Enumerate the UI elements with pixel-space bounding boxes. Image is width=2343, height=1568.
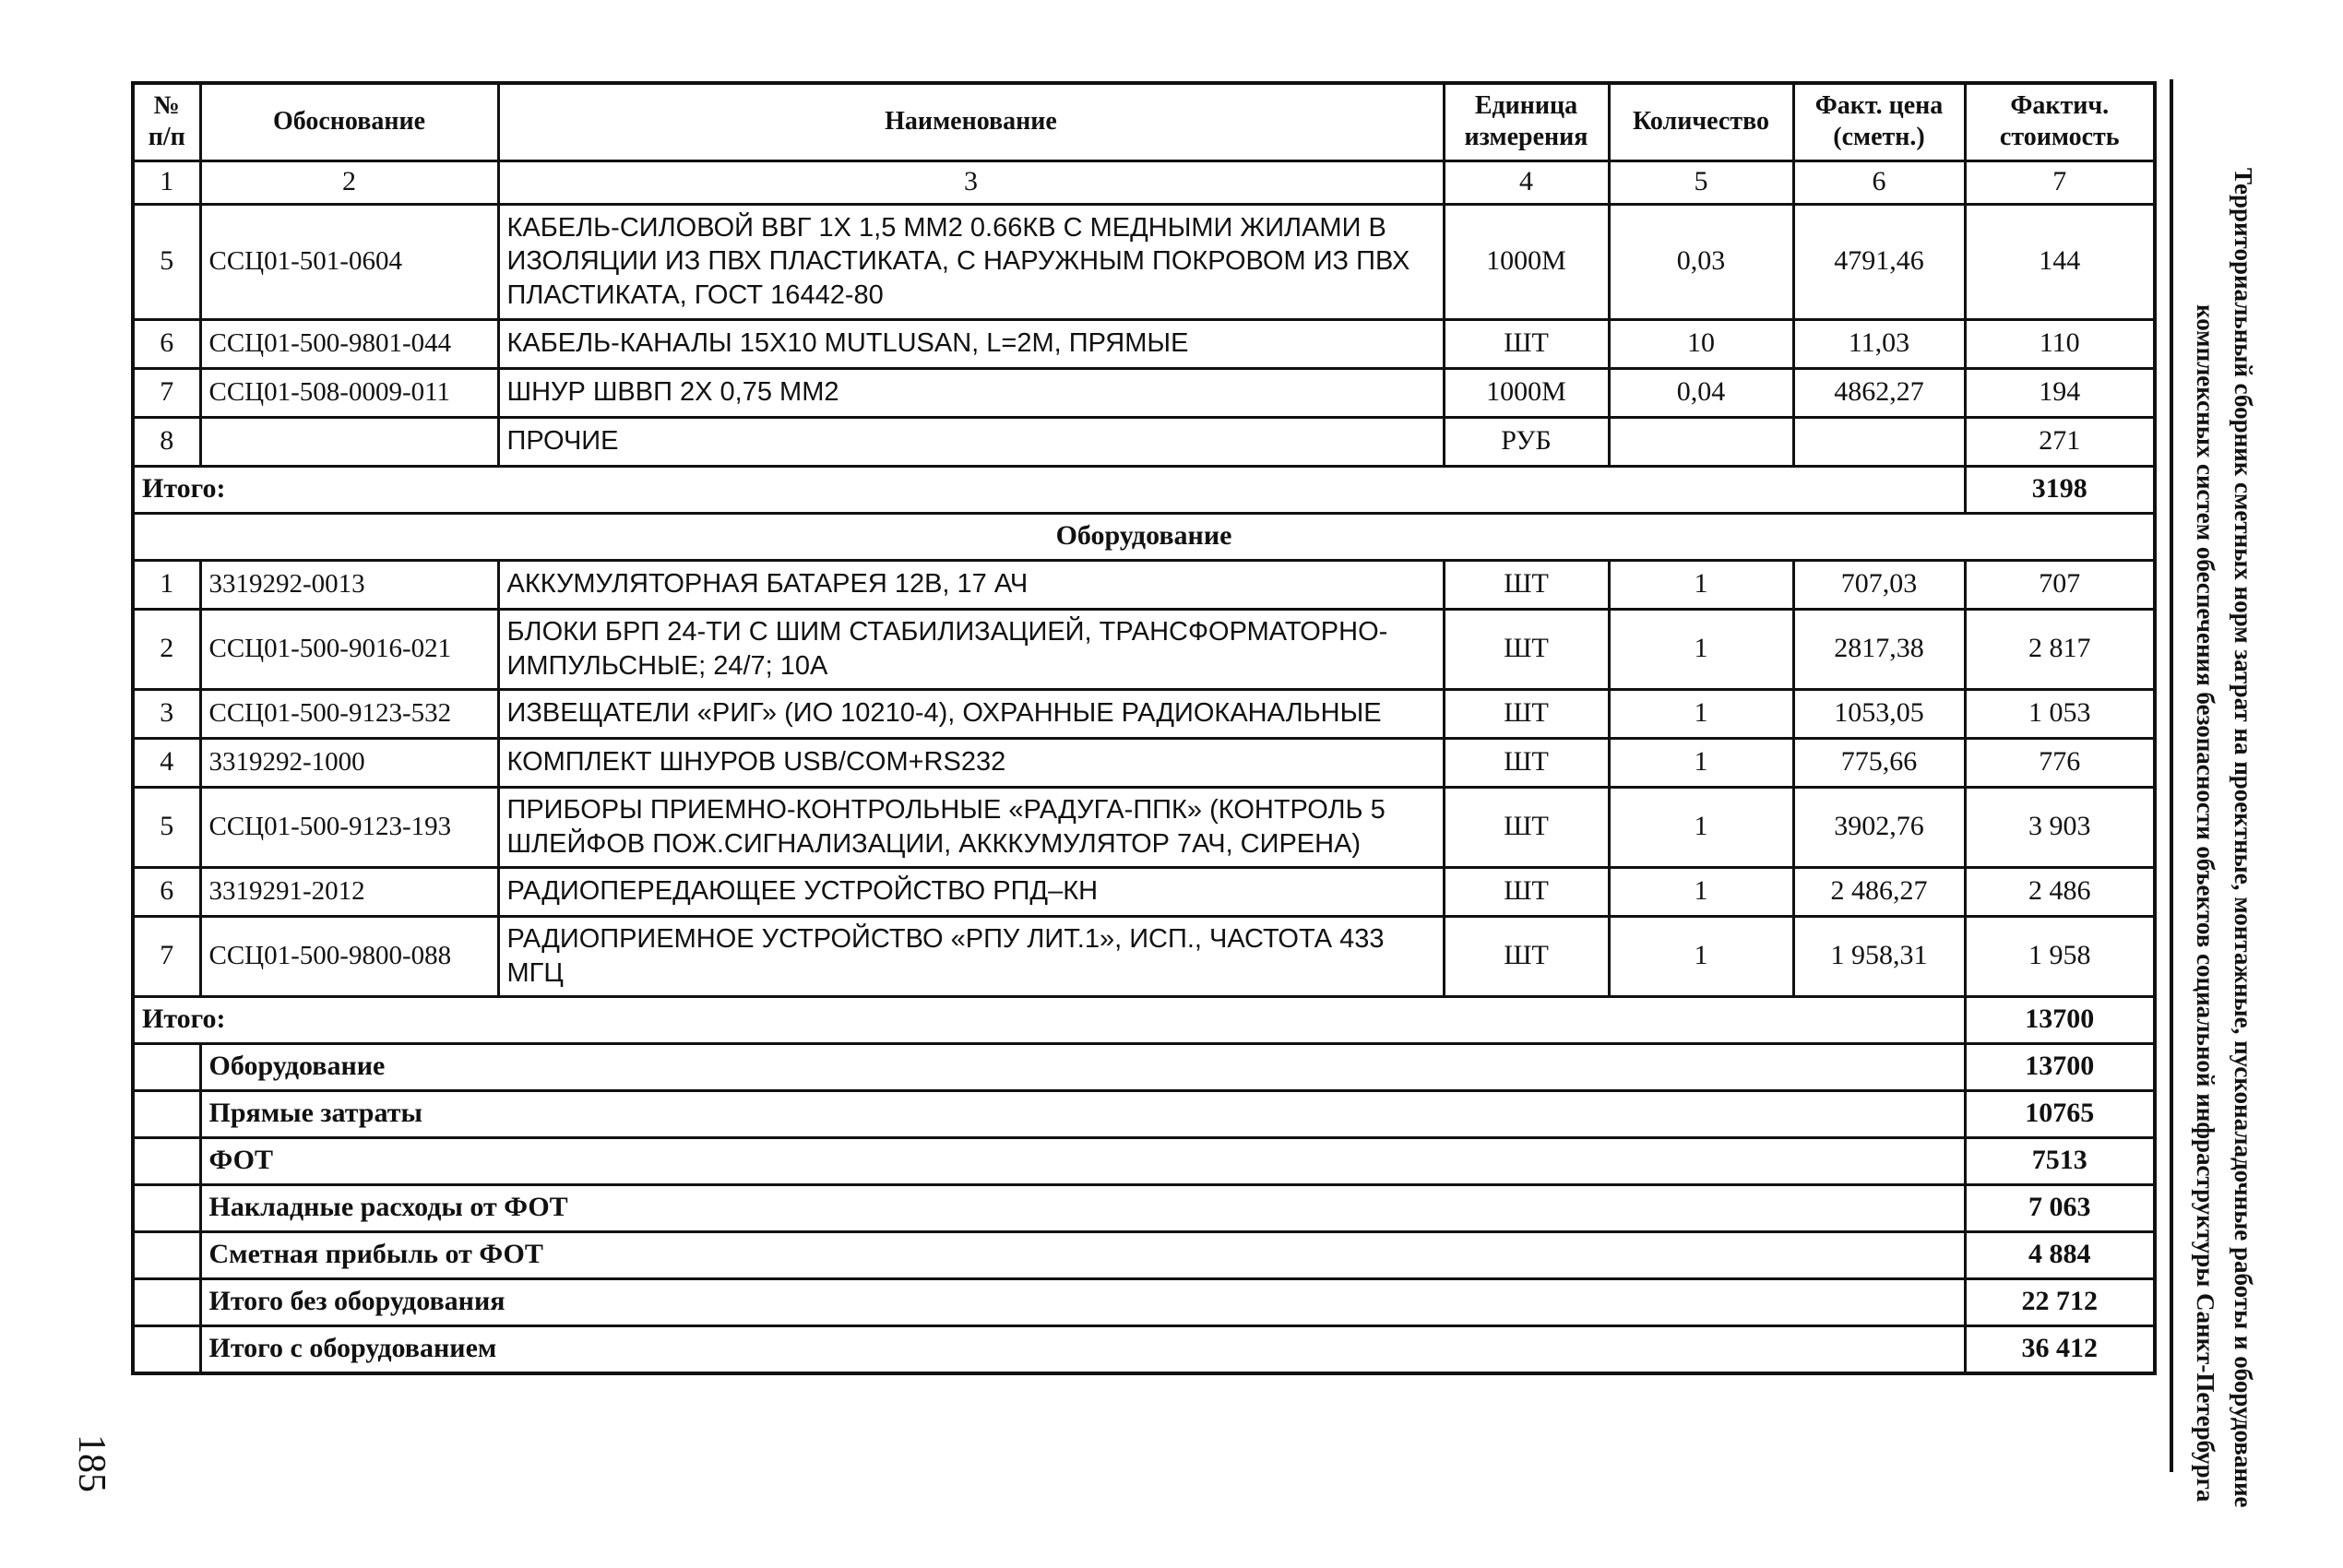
- row-quantity: 0,04: [1609, 368, 1793, 417]
- row-cost: 110: [1965, 319, 2155, 368]
- row-quantity: 10: [1609, 319, 1793, 368]
- row-price: 11,03: [1793, 319, 1965, 368]
- row-cost: 2 817: [1965, 609, 2155, 689]
- summary-blank: [133, 1278, 200, 1325]
- col-header-name: Наименование: [498, 83, 1444, 160]
- row-number: 1: [133, 560, 200, 609]
- row-cost: 2 486: [1965, 867, 2155, 916]
- row-code: ССЦ01-508-0009-011: [200, 368, 498, 417]
- row-cost: 1 053: [1965, 689, 2155, 738]
- summary-blank: [133, 1043, 200, 1090]
- summary-blank: [133, 1231, 200, 1278]
- col-number: 1: [133, 160, 200, 204]
- row-unit: ШТ: [1444, 609, 1609, 689]
- row-number: 7: [133, 368, 200, 417]
- row-quantity: 1: [1609, 560, 1793, 609]
- row-number: 7: [133, 916, 200, 996]
- row-name: ШНУР ШВВП 2Х 0,75 ММ2: [498, 368, 1444, 417]
- equipment-total-row: [133, 996, 2155, 1043]
- row-code: 3319291-2012: [200, 867, 498, 916]
- page-number: 185: [70, 1434, 113, 1492]
- table-row: [133, 560, 2155, 609]
- col-number: 4: [1444, 160, 1609, 204]
- row-number: 6: [133, 867, 200, 916]
- row-number: 5: [133, 787, 200, 867]
- side-title-line-1: Территориальный сборник сметных норм затрат на проектные, монтажные, пусконаладочные работы и оборудование: [2230, 168, 2257, 1508]
- row-unit: ШТ: [1444, 738, 1609, 787]
- row-number: 6: [133, 319, 200, 368]
- summary-blank: [133, 1137, 200, 1184]
- row-unit: 1000М: [1444, 204, 1609, 319]
- summary-blank: [133, 1325, 200, 1373]
- row-code: 3319292-1000: [200, 738, 498, 787]
- summary-value: 13700: [1965, 1043, 2155, 1090]
- row-quantity: 1: [1609, 787, 1793, 867]
- row-price: [1793, 417, 1965, 466]
- section-header-row: [133, 513, 2155, 560]
- summary-label: Прямые затраты: [200, 1090, 1965, 1137]
- row-unit: 1000М: [1444, 368, 1609, 417]
- col-header-quantity: Количество: [1609, 83, 1793, 160]
- row-code: ССЦ01-500-9800-088: [200, 916, 498, 996]
- row-number: 3: [133, 689, 200, 738]
- summary-value: 22 712: [1965, 1278, 2155, 1325]
- summary-blank: [133, 1184, 200, 1231]
- row-price: 1053,05: [1793, 689, 1965, 738]
- summary-value: 4 884: [1965, 1231, 2155, 1278]
- side-title-line-2: комплексных систем обеспечения безопасности объектов социальной инфраструктуры Санкт-Петербурга: [2192, 304, 2219, 1503]
- col-number: 5: [1609, 160, 1793, 204]
- row-price: 2 486,27: [1793, 867, 1965, 916]
- row-unit: ШТ: [1444, 916, 1609, 996]
- table-row: [133, 319, 2155, 368]
- row-quantity: 1: [1609, 867, 1793, 916]
- summary-label: Накладные расходы от ФОТ: [200, 1184, 1965, 1231]
- summary-row: [133, 1278, 2155, 1325]
- summary-value: 7513: [1965, 1137, 2155, 1184]
- row-quantity: 1: [1609, 609, 1793, 689]
- row-price: 3902,76: [1793, 787, 1965, 867]
- row-name: КАБЕЛЬ-КАНАЛЫ 15Х10 MUTLUSAN, L=2М, ПРЯМЫЕ: [498, 319, 1444, 368]
- row-name: АККУМУЛЯТОРНАЯ БАТАРЕЯ 12В, 17 АЧ: [498, 560, 1444, 609]
- row-quantity: 1: [1609, 689, 1793, 738]
- header-row: [133, 83, 2155, 160]
- row-number: 4: [133, 738, 200, 787]
- total-value: 3198: [1965, 466, 2155, 513]
- row-name: БЛОКИ БРП 24-ТИ С ШИМ СТАБИЛИЗАЦИЕЙ, ТРАНСФОРМАТОРНО-ИМПУЛЬСНЫЕ; 24/7; 10А: [498, 609, 1444, 689]
- summary-row: [133, 1090, 2155, 1137]
- row-cost: 271: [1965, 417, 2155, 466]
- side-divider-line: [2170, 79, 2173, 1472]
- col-number: 3: [498, 160, 1444, 204]
- col-header-cost: Фактич. стоимость: [1965, 83, 2155, 160]
- row-cost: 144: [1965, 204, 2155, 319]
- row-cost: 1 958: [1965, 916, 2155, 996]
- row-unit: ШТ: [1444, 787, 1609, 867]
- total-value: 13700: [1965, 996, 2155, 1043]
- row-cost: 776: [1965, 738, 2155, 787]
- row-name: ПРИБОРЫ ПРИЕМНО-КОНТРОЛЬНЫЕ «РАДУГА-ППК» (КОНТРОЛЬ 5 ШЛЕЙФОВ ПОЖ.СИГНАЛИЗАЦИИ, АКККУМУЛЯТОР 7АЧ, СИРЕНА): [498, 787, 1444, 867]
- row-cost: 3 903: [1965, 787, 2155, 867]
- row-unit: ШТ: [1444, 560, 1609, 609]
- row-unit: ШТ: [1444, 689, 1609, 738]
- table-row: [133, 738, 2155, 787]
- row-quantity: 1: [1609, 916, 1793, 996]
- summary-value: 10765: [1965, 1090, 2155, 1137]
- estimate-table: [131, 81, 2157, 1375]
- row-name: КОМПЛЕКТ ШНУРОВ USB/COM+RS232: [498, 738, 1444, 787]
- summary-row: [133, 1184, 2155, 1231]
- summary-label: Итого без оборудования: [200, 1278, 1965, 1325]
- row-name: РАДИОПРИЕМНОЕ УСТРОЙСТВО «РПУ ЛИТ.1», ИСП., ЧАСТОТА 433 МГЦ: [498, 916, 1444, 996]
- row-quantity: [1609, 417, 1793, 466]
- table-row: [133, 689, 2155, 738]
- total-label: Итого:: [133, 996, 1965, 1043]
- total-label: Итого:: [133, 466, 1965, 513]
- summary-label: ФОТ: [200, 1137, 1965, 1184]
- summary-value: 7 063: [1965, 1184, 2155, 1231]
- row-unit: ШТ: [1444, 867, 1609, 916]
- summary-blank: [133, 1090, 200, 1137]
- row-price: 4862,27: [1793, 368, 1965, 417]
- row-unit: РУБ: [1444, 417, 1609, 466]
- summary-label: Сметная прибыль от ФОТ: [200, 1231, 1965, 1278]
- row-code: 3319292-0013: [200, 560, 498, 609]
- row-code: [200, 417, 498, 466]
- row-code: ССЦ01-500-9801-044: [200, 319, 498, 368]
- col-number: 7: [1965, 160, 2155, 204]
- row-number: 8: [133, 417, 200, 466]
- section-title: Оборудование: [133, 513, 2155, 560]
- table-row: [133, 204, 2155, 319]
- summary-row: [133, 1231, 2155, 1278]
- row-cost: 707: [1965, 560, 2155, 609]
- row-code: ССЦ01-501-0604: [200, 204, 498, 319]
- row-name: ИЗВЕЩАТЕЛИ «РИГ» (ИО 10210-4), ОХРАННЫЕ РАДИОКАНАЛЬНЫЕ: [498, 689, 1444, 738]
- table-row: [133, 787, 2155, 867]
- table-row: [133, 867, 2155, 916]
- row-quantity: 0,03: [1609, 204, 1793, 319]
- row-price: 707,03: [1793, 560, 1965, 609]
- row-cost: 194: [1965, 368, 2155, 417]
- table-row: [133, 916, 2155, 996]
- row-price: 4791,46: [1793, 204, 1965, 319]
- column-number-row: [133, 160, 2155, 204]
- row-price: 2817,38: [1793, 609, 1965, 689]
- col-number: 6: [1793, 160, 1965, 204]
- row-quantity: 1: [1609, 738, 1793, 787]
- row-price: 1 958,31: [1793, 916, 1965, 996]
- table-row: [133, 368, 2155, 417]
- col-header-price: Факт. цена (сметн.): [1793, 83, 1965, 160]
- summary-row: [133, 1325, 2155, 1373]
- row-number: 2: [133, 609, 200, 689]
- summary-label: Оборудование: [200, 1043, 1965, 1090]
- table-row: [133, 609, 2155, 689]
- materials-total-row: [133, 466, 2155, 513]
- summary-value: 36 412: [1965, 1325, 2155, 1373]
- row-name: КАБЕЛЬ-СИЛОВОЙ ВВГ 1Х 1,5 ММ2 0.66КВ С МЕДНЫМИ ЖИЛАМИ В ИЗОЛЯЦИИ ИЗ ПВХ ПЛАСТИКАТА, С НАРУЖНЫМ ПОКРОВОМ ИЗ ПВХ ПЛАСТИКАТА, ГОСТ 16442-80: [498, 204, 1444, 319]
- col-header-unit: Единица измерения: [1444, 83, 1609, 160]
- summary-label: Итого с оборудованием: [200, 1325, 1965, 1373]
- table-row: [133, 417, 2155, 466]
- summary-row: [133, 1137, 2155, 1184]
- row-number: 5: [133, 204, 200, 319]
- summary-row: [133, 1043, 2155, 1090]
- col-number: 2: [200, 160, 498, 204]
- row-name: ПРОЧИЕ: [498, 417, 1444, 466]
- row-price: 775,66: [1793, 738, 1965, 787]
- row-code: ССЦ01-500-9123-532: [200, 689, 498, 738]
- col-header-basis: Обоснование: [200, 83, 498, 160]
- row-name: РАДИОПЕРЕДАЮЩЕЕ УСТРОЙСТВО РПД–КН: [498, 867, 1444, 916]
- row-code: ССЦ01-500-9016-021: [200, 609, 498, 689]
- row-code: ССЦ01-500-9123-193: [200, 787, 498, 867]
- col-header-number: № п/п: [133, 83, 200, 160]
- row-unit: ШТ: [1444, 319, 1609, 368]
